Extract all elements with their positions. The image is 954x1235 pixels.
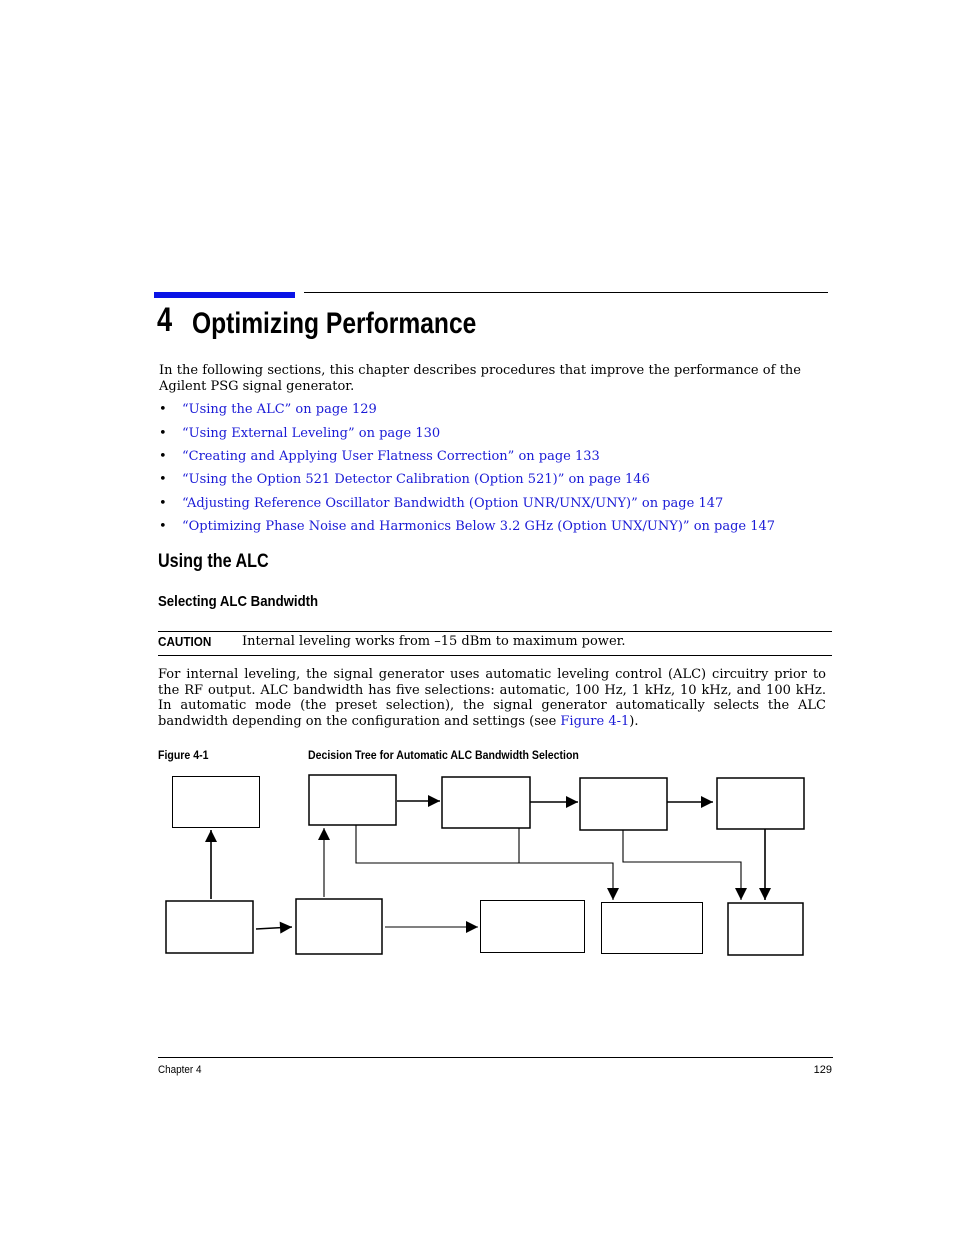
decision-box <box>717 778 804 829</box>
toc-link-external-leveling[interactable]: “Using External Leveling” on page 130 <box>182 426 441 441</box>
bullet: • <box>159 426 167 441</box>
footer-rule <box>158 1057 833 1058</box>
caution-top-rule <box>158 631 832 632</box>
chapter-rule <box>304 292 828 293</box>
caution-text: Internal leveling works from –15 dBm to maximum power. <box>242 634 626 649</box>
figure-reference-link[interactable]: Figure 4-1 <box>560 714 630 730</box>
figure-caption: Decision Tree for Automatic ALC Bandwidth Selection <box>308 748 579 762</box>
decision-box <box>309 775 396 825</box>
decision-box <box>166 901 253 953</box>
toc-item <box>159 449 600 465</box>
toc-item <box>159 496 723 512</box>
flow-connector <box>623 830 741 900</box>
alc-bandwidth-paragraph <box>158 667 826 730</box>
chapter-accent-bar <box>154 292 295 298</box>
flow-connector <box>356 825 613 900</box>
footer-chapter: Chapter 4 <box>158 1064 202 1076</box>
subsection-heading: Selecting ALC Bandwidth <box>158 593 319 610</box>
toc-link-detector-calibration[interactable]: “Using the Option 521 Detector Calibration (Option 521)” on page 146 <box>182 472 650 487</box>
bullet: • <box>159 449 167 464</box>
toc-item <box>159 472 650 488</box>
toc-link-using-alc[interactable]: “Using the ALC” on page 129 <box>182 402 377 417</box>
intro-paragraph: In the following sections, this chapter describes procedures that improve the performance of the Agilent PSG signal generator. <box>159 363 801 394</box>
decision-box <box>481 901 585 953</box>
decision-box <box>296 899 382 954</box>
caution-label: CAUTION <box>158 634 212 649</box>
footer-page-number: 129 <box>813 1064 832 1076</box>
caution-bottom-rule <box>158 655 832 656</box>
bullet: • <box>159 472 167 487</box>
paragraph-text-end: ). <box>629 714 639 730</box>
decision-box <box>728 903 803 955</box>
bullet: • <box>159 402 167 417</box>
toc-item <box>159 426 440 442</box>
section-heading: Using the ALC <box>158 551 269 572</box>
bullet: • <box>159 496 167 511</box>
toc-link-ref-oscillator[interactable]: “Adjusting Reference Oscillator Bandwidth (Option UNR/UNX/UNY)” on page 147 <box>182 496 724 511</box>
chapter-number: 4 <box>157 301 173 339</box>
toc-link-phase-noise[interactable]: “Optimizing Phase Noise and Harmonics Below 3.2 GHz (Option UNX/UNY)” on page 147 <box>182 519 776 534</box>
toc-item <box>159 402 377 418</box>
flow-arrow <box>256 927 292 929</box>
decision-box <box>173 777 260 828</box>
decision-box <box>442 777 530 828</box>
figure-label: Figure 4-1 <box>158 748 209 762</box>
toc-item <box>159 519 775 535</box>
decision-box <box>580 778 667 830</box>
bullet: • <box>159 519 167 534</box>
paragraph-text: For internal leveling, the signal generator uses automatic leveling control (ALC) circuitry prior to the RF output. ALC bandwidth has five selections: automatic, 100 Hz, 1 kHz, 10 kHz, and 100 kHz. In automatic mode (the preset selection), the signal generator automatically selects the ALC bandwidth depending on the configuration and settings (see <box>158 667 826 730</box>
toc-link-user-flatness[interactable]: “Creating and Applying User Flatness Correction” on page 133 <box>182 449 600 464</box>
chapter-title: Optimizing Performance <box>192 307 477 340</box>
decision-box <box>602 903 703 954</box>
